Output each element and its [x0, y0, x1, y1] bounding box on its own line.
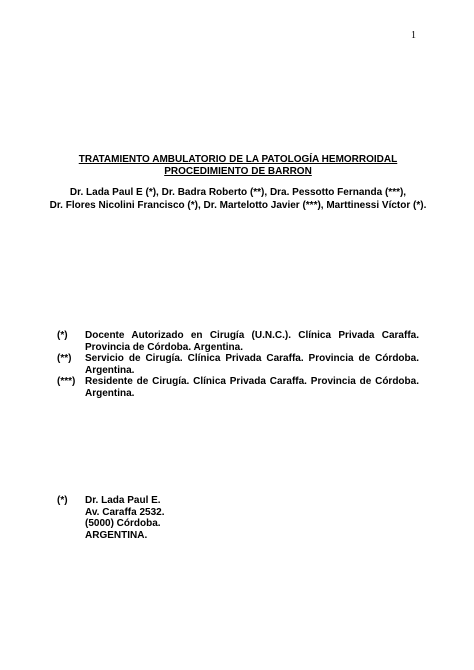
affiliation-text: Docente Autorizado en Cirugía (U.N.C.). Clínica Privada Caraffa. Provincia de Córdoba. Argentina.: [85, 330, 419, 353]
affiliation-item: [57, 330, 419, 353]
authors-list: [20, 186, 456, 212]
title-line-2: PROCEDIMIENTO DE BARRON: [164, 166, 312, 177]
correspondence-lines: [85, 495, 165, 541]
authors-line-2: Dr. Flores Nicolini Francisco (*), Dr. Martelotto Javier (***), Marttinessi Víctor (*).: [49, 200, 427, 211]
title-line-1: TRATAMIENTO AMBULATORIO DE LA PATOLOGÍA HEMORROIDAL: [78, 154, 398, 165]
correspondence-address: [57, 495, 357, 541]
correspondence-marker: (*): [57, 495, 68, 506]
authors-line-1: Dr. Lada Paul E (*), Dr. Badra Roberto (**), Dra. Pessotto Fernanda (***),: [69, 187, 407, 198]
affiliation-item: [57, 376, 419, 399]
affiliation-marker: (***): [57, 376, 76, 387]
affiliations-list: [57, 330, 419, 399]
correspondence-street: Av. Caraffa 2532.: [85, 506, 165, 518]
affiliation-text: Residente de Cirugía. Clínica Privada Caraffa. Provincia de Córdoba. Argentina.: [85, 376, 419, 399]
affiliation-marker: (**): [57, 353, 72, 364]
affiliation-item: [57, 353, 419, 376]
affiliation-marker: (*): [57, 330, 68, 341]
document-title: [40, 154, 436, 178]
page-number: 1: [411, 30, 416, 41]
correspondence-country: ARGENTINA.: [85, 529, 148, 541]
correspondence-name: Dr. Lada Paul E.: [85, 495, 161, 506]
correspondence-city: (5000) Córdoba.: [85, 518, 161, 529]
affiliation-text: Servicio de Cirugía. Clínica Privada Caraffa. Provincia de Córdoba. Argentina.: [85, 353, 419, 376]
